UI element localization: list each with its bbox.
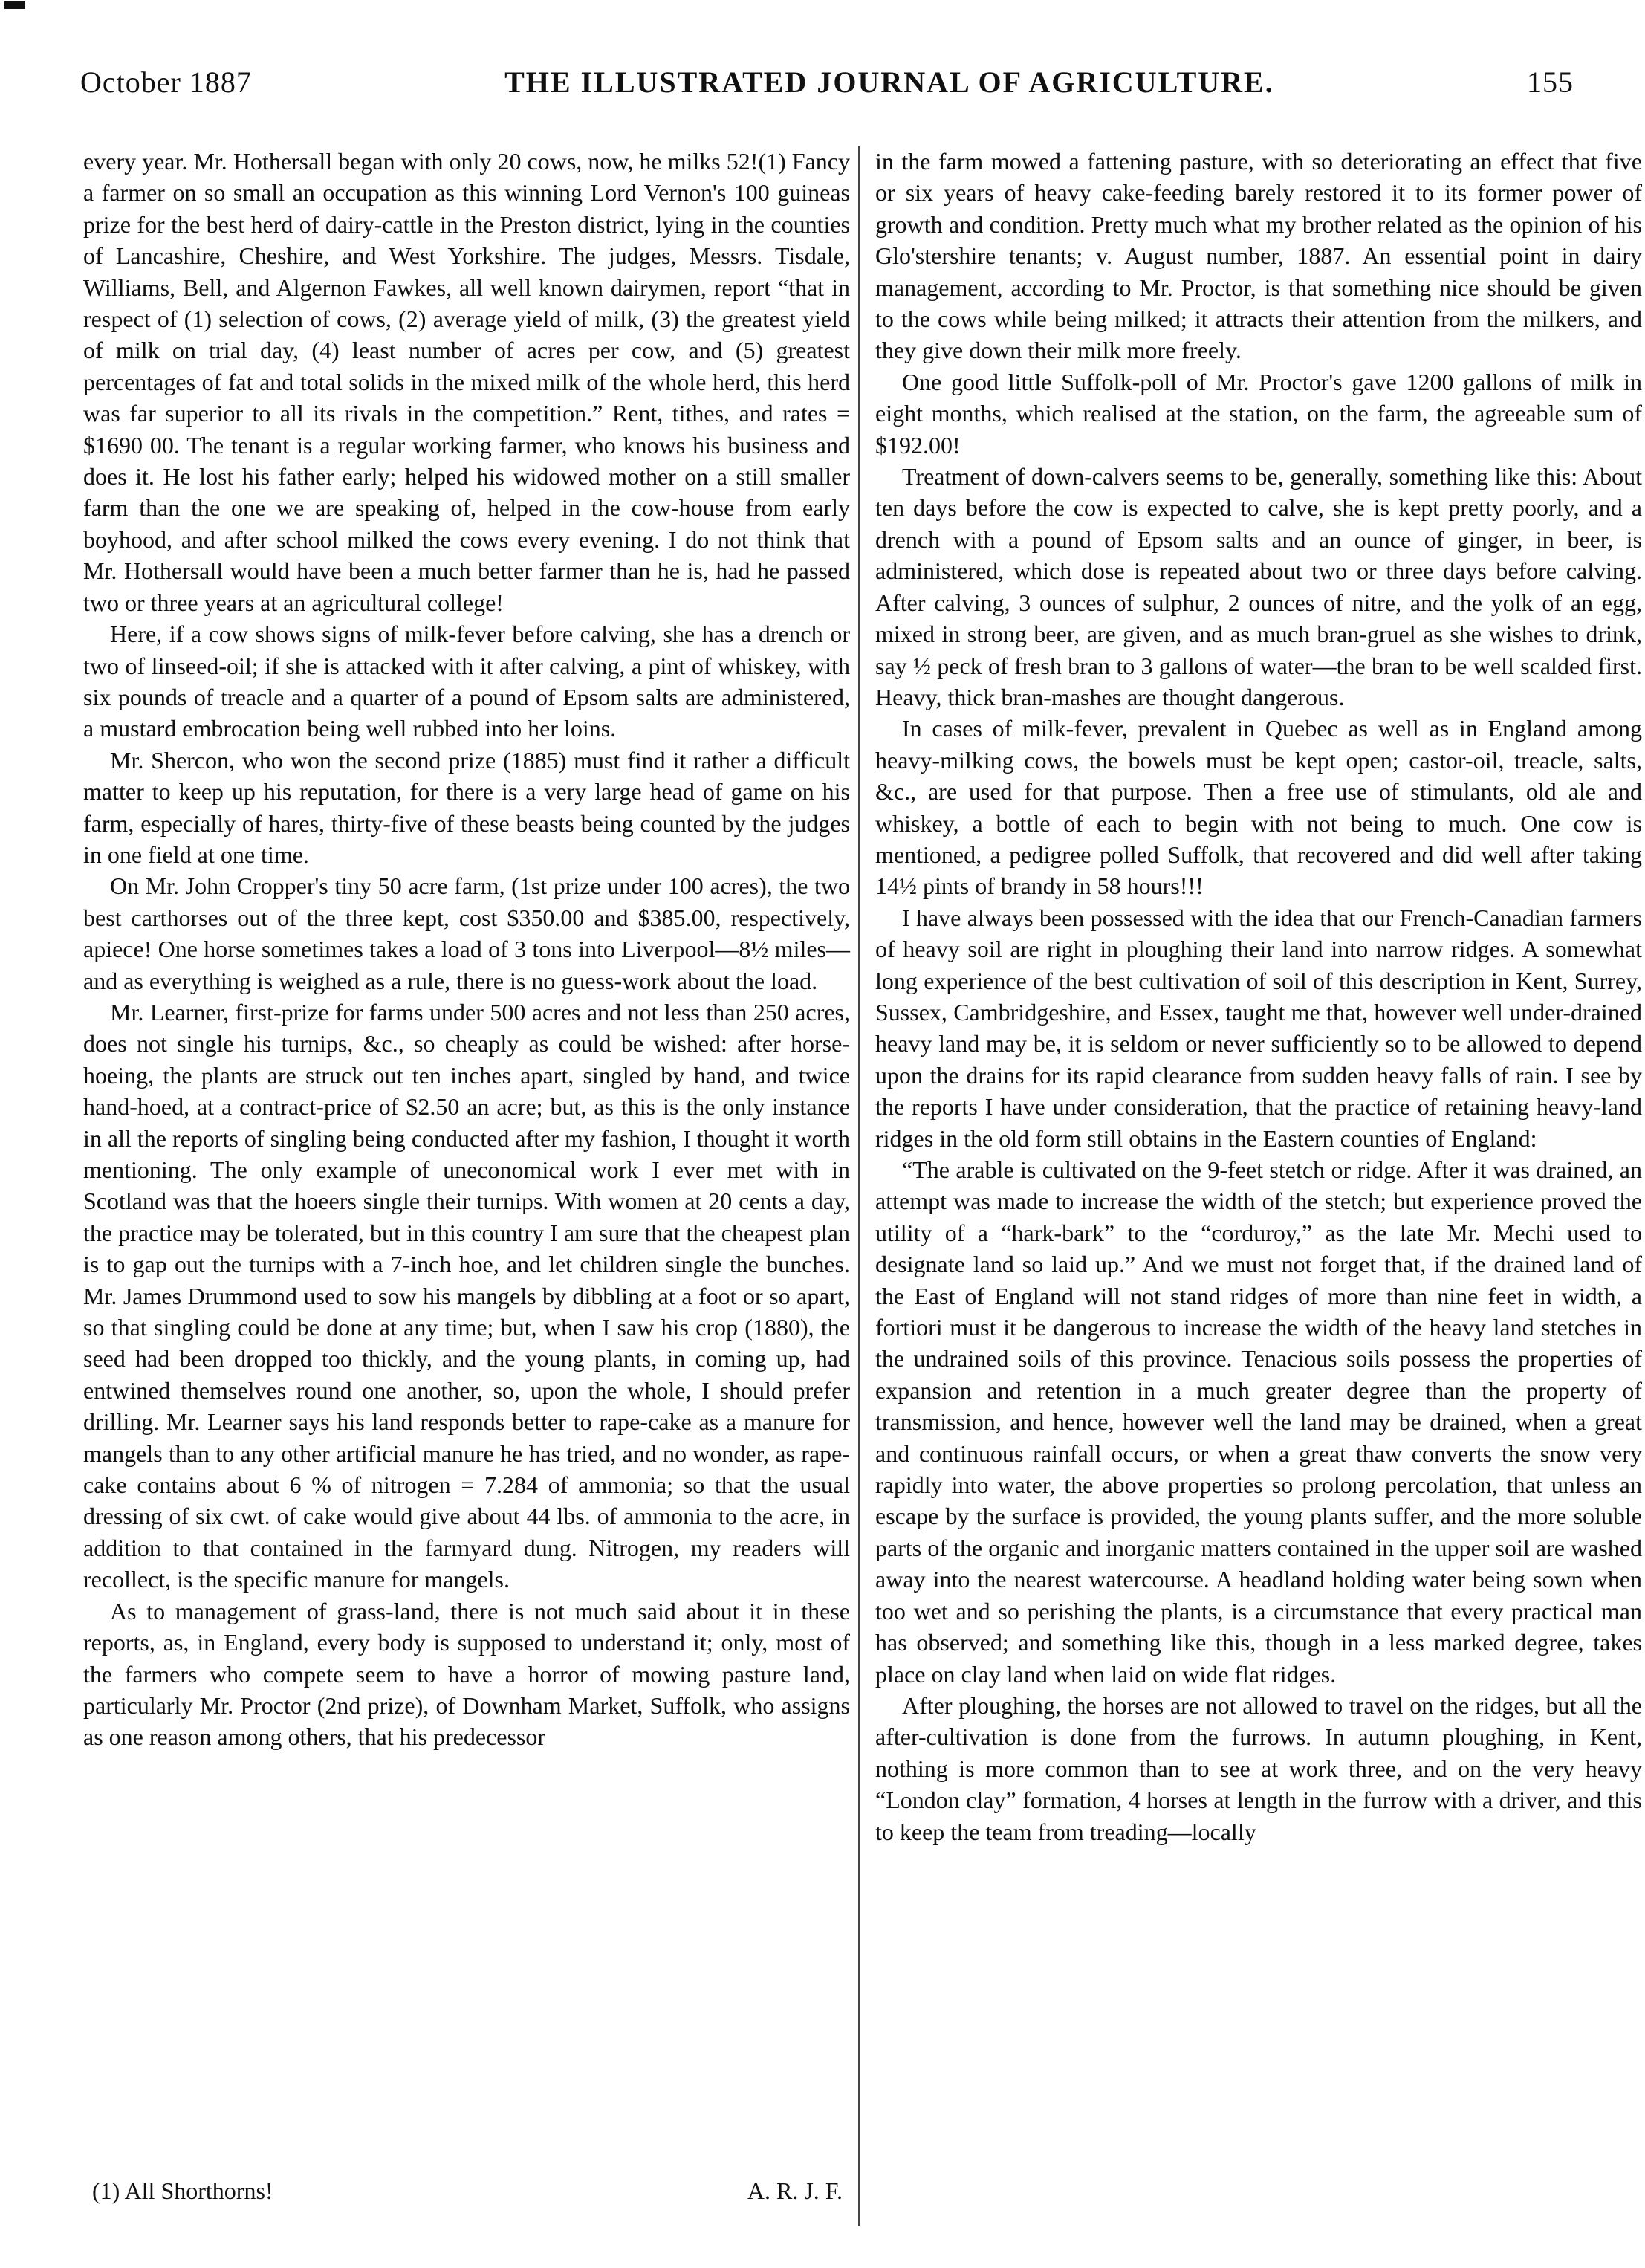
footnote-row [92, 2177, 843, 2205]
paragraph: Mr. Shercon, who won the second prize (1885) must find it rather a difficult matter to keep up his reputation, for there is a very large head of game on his farm, especially of hares, thirty-five of these beasts being counted by the judges in one field at one time. [83, 746, 850, 868]
paragraph: Treatment of down-calvers seems to be, generally, something like this: About ten days before the cow is expected to calve, she is kept pretty poorly, and a drench with a pound of Epsom salts and an ounce of ginger, in beer, is administered, which dose is repeated about two or three days before calving. After calving, 3 ounces of sulphur, 2 ounces of nitre, and the yolk of an egg, mixed in strong beer, are given, and as much bran-gruel as she wishes to drink, say ½ peck of fresh bran to 3 gallons of water—the bran to be well scalded first. Heavy, thick bran-mashes are thought dangerous. [875, 463, 1642, 710]
quoted-paragraph: “The arable is cultivated on the 9-feet stetch or ridge. After it was drained, an attempt was made to increase the width of the stetch; but experience proved the utility of a “hark-bark” to the “corduroy,” as the late Mr. Mechi used to designate land so laid up.” And we must not forget that, if the drained land of the East of England will not stand ridges of more than nine feet in width, a fortiori must it be dangerous to increase the width of the heavy land stetches in the undrained soils of this province. Tenacious soils possess the properties of expansion and retention in a much greater degree than the property of transmission, and hence, however well the land may be drained, when a great and continuous rainfall occurs, or when a great thaw converts the snow very rapidly into water, the above properties so prolong percolation, that unless an escape by the surface is provided, the young plants suffer, and the more soluble parts of the organic and inorganic matters contained in the upper soil are washed away into the nearest watercourse. A headland holding water being sown when too wet and so perishing the plants, is a circumstance that every practical man has observed; and something like this, though in a less marked degree, takes place on clay land when laid on wide flat ridges. [875, 1156, 1642, 1688]
left-column [83, 146, 850, 1753]
column-divider [858, 146, 860, 2226]
paragraph: I have always been possessed with the idea that our French-Canadian farmers of heavy soil are right in ploughing their land into narrow ridges. A somewhat long experience of the best cultivation of soil of this description in Kent, Surrey, Sussex, Cambridgeshire, and Essex, taught me that, however well under-drained heavy land may be, it is seldom or never sufficiently so to be allowed to depend upon the drains for its rapid clearance from sudden heavy falls of rain. I see by the reports I have under consideration, that the practice of retaining heavy-land ridges in the old form still obtains in the Eastern counties of England: [875, 904, 1642, 1152]
paragraph: Here, if a cow shows signs of milk-fever before calving, she has a drench or two of linseed-oil; if she is attacked with it after calving, a pint of whiskey, with six pounds of treacle and a quarter of a pound of Epsom salts are administered, a mustard embrocation being well rubbed into her loins. [83, 621, 850, 742]
right-column [875, 146, 1642, 1847]
page-header [80, 59, 1574, 104]
issue-date: October 1887 [80, 65, 252, 99]
paragraph: in the farm mowed a fattening pasture, with so deteriorating an effect that five or six years of heavy cake-feeding barely restored it to its former power of growth and condition. Pretty much what my brother related as the opinion of his Glo'stershire tenants; v. August number, 1887. An essential point in dairy management, according to Mr. Proctor, is that something nice should be given to the cows while being milked; it attracts their attention from the milkers, and they give down their milk more freely. [875, 148, 1642, 364]
page-number: 155 [1526, 65, 1574, 99]
paragraph: On Mr. John Cropper's tiny 50 acre farm, (1st prize under 100 acres), the two best carthorses out of the three kept, cost $350.00 and $385.00, respectively, apiece! One horse sometimes takes a load of 3 tons into Liverpool—8½ miles—and as everything is weighed as a rule, there is no guess-work about the load. [83, 872, 850, 994]
paragraph: every year. Mr. Hothersall began with only 20 cows, now, he milks 52!(1) Fancy a farmer on so small an occupation as this winning Lord Vernon's 100 guineas prize for the best herd of dairy-cattle in the Preston district, lying in the counties of Lancashire, Cheshire, and West Yorkshire. The judges, Messrs. Tisdale, Williams, Bell, and Algernon Fawkes, all well known dairymen, report “that in respect of (1) selection of cows, (2) average yield of milk, (3) the greatest yield of milk on trial day, (4) least number of acres per cow, and (5) greatest percentages of fat and total solids in the mixed milk of the whole herd, this herd was far superior to all its rivals in the competition.” Rent, tithes, and rates = $1690 00. The tenant is a regular working farmer, who knows his business and does it. He lost his father early; helped his widowed mother on a still smaller farm than the one we are speaking of, helped in the cow-house from early boyhood, and after school milked the cows every evening. I do not think that Mr. Hothersall would have been a much better farmer than he is, had he passed two or three years at an agricultural college! [83, 148, 850, 616]
footnote: (1) All Shorthorns! [92, 2177, 273, 2204]
paragraph: Mr. Learner, first-prize for farms under 500 acres and not less than 250 acres, does not single his turnips, &c., so cheaply as could be wished: after horse-hoeing, the plants are struck out ten inches apart, singled by hand, and twice hand-hoed, at a contract-price of $2.50 an acre; but, as this is the only instance in all the reports of singling being conducted after my fashion, I thought it worth mentioning. The only example of uneconomical work I ever met with in Scotland was that the hoeers single their turnips. With women at 20 cents a day, the practice may be tolerated, but in this country I am sure that the cheapest plan is to gap out the turnips with a 7-inch hoe, and let children single the bunches. Mr. James Drummond used to sow his mangels by dibbling at a foot or so apart, so that singling could be done at any time; but, when I saw his crop (1880), the seed had been dropped too thickly, and the young plants, in coming up, had entwined themselves round one another, so, upon the whole, I should prefer drilling. Mr. Learner says his land responds better to rape-cake as a manure for mangels than to any other artificial manure he has tried, and no wonder, as rape-cake contains about 6 % of nitrogen = 7.284 of ammonia; so that the usual dressing of six cwt. of cake would give about 44 lbs. of ammonia to the acre, in addition to that contained in the farmyard dung. Nitrogen, my readers will recollect, is the specific manure for mangels. [83, 998, 850, 1593]
journal-title: THE ILLUSTRATED JOURNAL OF AGRICULTURE. [504, 65, 1274, 99]
paragraph: As to management of grass-land, there is not much said about it in these reports, as, in England, every body is supposed to understand it; only, most of the farmers who compete seem to have a horror of mowing pasture land, particularly Mr. Proctor (2nd prize), of Downham Market, Suffolk, who assigns as one reason among others, that his predecessor [83, 1597, 850, 1751]
paragraph: In cases of milk-fever, prevalent in Quebec as well as in England among heavy-milking cows, the bowels must be kept open; castor-oil, treacle, salts, &c., are used for that purpose. Then a free use of stimulants, old ale and whiskey, a bottle of each to begin with not being to much. One cow is mentioned, a pedigree polled Suffolk, that recovered and did well after taking 14½ pints of brandy in 58 hours!!! [875, 715, 1642, 900]
corner-mark [4, 1, 25, 9]
author-signature: A. R. J. F. [747, 2177, 843, 2204]
paragraph: After ploughing, the horses are not allowed to travel on the ridges, but all the after-cultivation is done from the furrows. In autumn ploughing, in Kent, nothing is more common than to see at work three, and on the very heavy “London clay” formation, 4 horses at length in the furrow with a driver, and this to keep the team from treading—locally [875, 1691, 1642, 1845]
paragraph: One good little Suffolk-poll of Mr. Proctor's gave 1200 gallons of milk in eight months, which realised at the station, on the farm, the agreeable sum of $192.00! [875, 368, 1642, 459]
